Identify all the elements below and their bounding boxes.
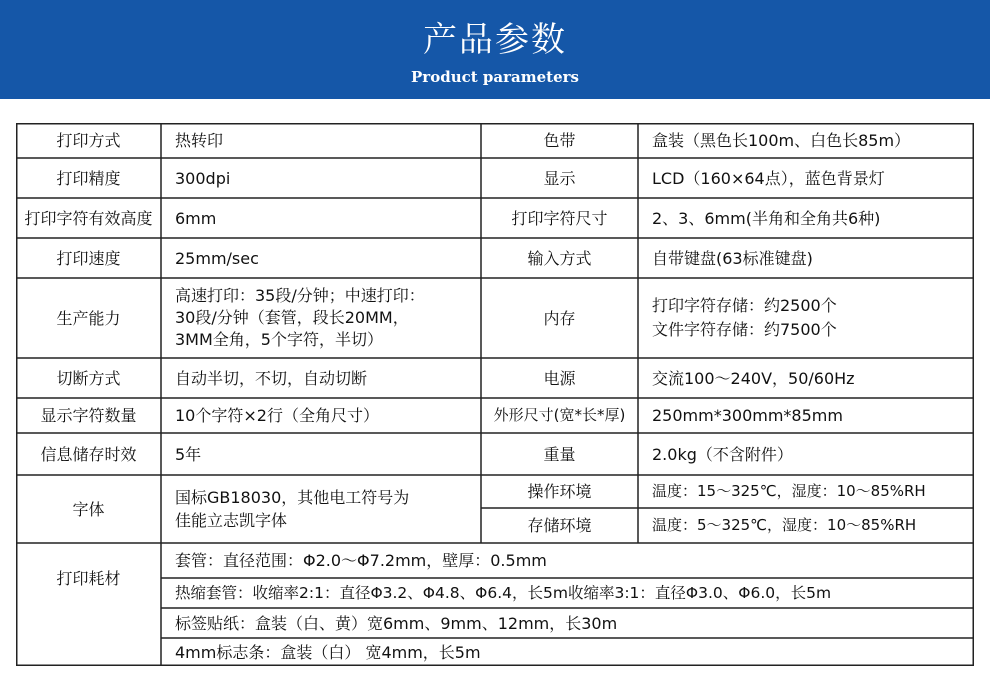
font-value <box>161 475 481 543</box>
storage-env-label: 存储环境 <box>527 516 592 535</box>
retention-label: 信息储存时效 <box>40 444 137 464</box>
power-value: 交流100～240V，50/60Hz <box>652 368 855 388</box>
consumable-item: 4mm标志条：盒装（白） 宽4mm，长5m <box>175 642 481 662</box>
consumable-item: 标签贴纸：盒装（白、黄）宽6mm、9mm、12mm，长30m <box>175 613 618 633</box>
operating-env-value: 温度：15～325℃，湿度：10～85%RH <box>652 482 926 500</box>
memory-label: 内存 <box>543 308 576 328</box>
capacity-line: 3MM全角，5个字符，半切） <box>175 330 383 349</box>
font-label: 字体 <box>72 499 105 519</box>
capacity-line: 高速打印：35段/分钟；中速打印： <box>175 286 425 305</box>
consumable-item: 热缩套管：收缩率2:1：直径Φ3.2、Φ4.8、Φ6.4，长5m收缩率3:1：直径Φ3.0、Φ6.0，长5m <box>175 583 832 602</box>
page-title: 产品参数 <box>423 20 567 60</box>
capacity-label: 生产能力 <box>56 308 121 328</box>
print-method-label: 打印方式 <box>56 131 121 150</box>
cut-value: 自动半切，不切，自动切断 <box>175 368 368 388</box>
dimension-label: 外形尺寸(宽*长*厚) <box>493 406 626 424</box>
header-banner <box>0 0 990 99</box>
display-value: LCD（160×64点），蓝色背景灯 <box>652 168 885 188</box>
capacity-value <box>161 278 481 358</box>
input-value: 自带键盘(63标准键盘) <box>652 248 813 268</box>
memory-value <box>638 278 974 358</box>
speed-label: 打印速度 <box>56 248 121 268</box>
memory-line: 打印字符存储：约2500个 <box>652 296 837 315</box>
power-label: 电源 <box>543 368 576 388</box>
font-line: 佳能立志凯字体 <box>175 511 288 530</box>
cut-label: 切断方式 <box>56 368 121 388</box>
display-label: 显示 <box>543 168 576 188</box>
consumables-label: 打印耗材 <box>56 568 121 588</box>
storage-env-value: 温度：5～325℃，湿度：10～85%RH <box>652 516 917 534</box>
speed-value: 25mm/sec <box>175 248 259 268</box>
operating-env-label: 操作环境 <box>527 482 592 501</box>
input-label: 输入方式 <box>527 248 592 268</box>
font-line: 国标GB18030，其他电工符号为 <box>175 488 410 507</box>
char-height-label: 打印字符有效高度 <box>24 208 153 228</box>
precision-label: 打印精度 <box>56 168 121 188</box>
retention-value: 5年 <box>175 444 202 464</box>
char-size-label: 打印字符尺寸 <box>511 208 608 228</box>
weight-label: 重量 <box>543 444 576 464</box>
parameters-table <box>16 123 974 666</box>
page-subtitle: Product parameters <box>411 68 579 86</box>
display-count-value: 10个字符×2行（全角尺寸） <box>175 406 379 425</box>
consumable-item: 套管：直径范围：Φ2.0～Φ7.2mm，壁厚：0.5mm <box>175 551 547 570</box>
ribbon-label: 色带 <box>543 131 576 150</box>
print-method-value: 热转印 <box>175 131 224 150</box>
dimension-value: 250mm*300mm*85mm <box>652 406 843 425</box>
memory-line: 文件字符存储：约7500个 <box>652 320 837 339</box>
display-count-label: 显示字符数量 <box>40 406 137 425</box>
char-size-value: 2、3、6mm(半角和全角共6种) <box>652 208 881 228</box>
weight-value: 2.0kg（不含附件） <box>652 444 793 464</box>
ribbon-value: 盒装（黑色长100m、白色长85m） <box>652 131 911 150</box>
capacity-line: 30段/分钟（套管，段长20MM， <box>175 308 409 327</box>
precision-value: 300dpi <box>175 168 231 188</box>
char-height-value: 6mm <box>175 208 217 228</box>
